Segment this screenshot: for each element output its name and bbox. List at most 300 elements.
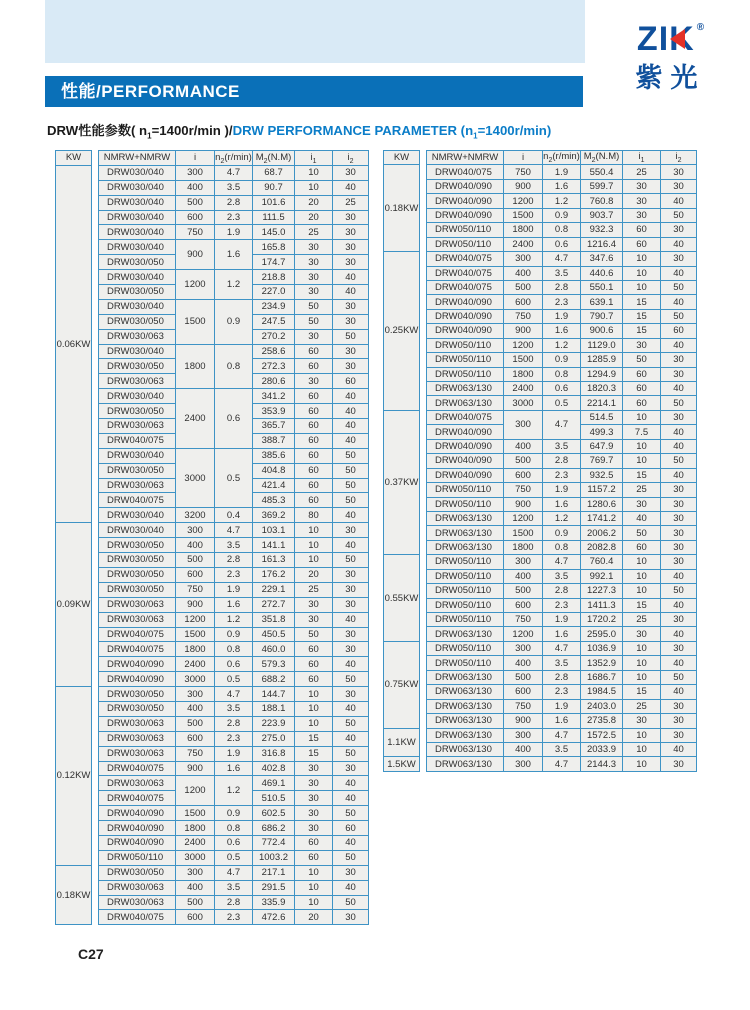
cell-i1: 50: [295, 627, 333, 642]
table-row: [384, 641, 697, 655]
cell-model: DRW030/063: [99, 612, 176, 627]
cell-torque-m2: 932.3: [581, 223, 623, 237]
cell-i1: 30: [295, 821, 333, 836]
cell-ratio-i: 3000: [176, 672, 215, 687]
cell-i1: 10: [623, 670, 661, 684]
cell-i1: 15: [623, 295, 661, 309]
cell-i1: 10: [623, 410, 661, 424]
cell-torque-m2: 144.7: [253, 687, 295, 702]
table-row: [56, 612, 369, 627]
cell-i2: 60: [661, 324, 697, 338]
table-row: [384, 353, 697, 367]
cell-i1: 60: [623, 382, 661, 396]
page-number: C27: [78, 946, 104, 962]
cell-model: DRW030/063: [99, 895, 176, 910]
cell-torque-m2: 2006.2: [581, 526, 623, 540]
cell-torque-m2: 1686.7: [581, 670, 623, 684]
cell-torque-m2: 316.8: [253, 746, 295, 761]
cell-i1: 60: [295, 344, 333, 359]
table-row: [384, 627, 697, 641]
cell-i1: 10: [623, 656, 661, 670]
cell-ratio-i: 1800: [504, 367, 543, 381]
cell-model: DRW030/040: [99, 299, 176, 314]
column-header: NMRW+NMRW: [99, 151, 176, 166]
cell-speed-n2: 0.5: [215, 850, 253, 865]
cell-ratio-i: 400: [176, 880, 215, 895]
cell-i1: 10: [295, 523, 333, 538]
cell-model: DRW040/090: [427, 324, 504, 338]
cell-ratio-i: 400: [176, 701, 215, 716]
cell-i2: 50: [661, 584, 697, 598]
section-header-bar: [45, 76, 583, 107]
column-header: i: [176, 151, 215, 166]
cell-ratio-i: 750: [176, 582, 215, 597]
cell-ratio-i: 300: [176, 687, 215, 702]
cell-torque-m2: 90.7: [253, 180, 295, 195]
cell-torque-m2: 188.1: [253, 701, 295, 716]
cell-speed-n2: 2.3: [215, 210, 253, 225]
cell-i1: 30: [623, 627, 661, 641]
cell-speed-n2: 1.9: [543, 483, 581, 497]
cell-torque-m2: 258.6: [253, 344, 295, 359]
kw-cell: 0.55KW: [384, 555, 420, 642]
cell-i1: 60: [295, 642, 333, 657]
cell-speed-n2: 4.7: [215, 523, 253, 538]
column-header: $n_2(r/\min)$: [543, 151, 580, 165]
cell-i2: 30: [661, 699, 697, 713]
cell-torque-m2: 234.9: [253, 299, 295, 314]
cell-i2: 30: [333, 761, 369, 776]
cell-i1: 10: [295, 553, 333, 568]
cell-speed-n2: 2.3: [543, 685, 581, 699]
column-header: i: [504, 151, 543, 165]
cell-torque-m2: 932.5: [581, 468, 623, 482]
cell-torque-m2: 369.2: [253, 508, 295, 523]
cell-model: DRW030/063: [99, 329, 176, 344]
table-row: [384, 497, 697, 511]
cell-torque-m2: 111.5: [253, 210, 295, 225]
cell-speed-n2: 3.5: [215, 538, 253, 553]
cell-i1: 10: [623, 641, 661, 655]
cell-model: DRW030/063: [99, 716, 176, 731]
table-row: [384, 338, 697, 352]
cell-speed-n2: 1.9: [543, 165, 581, 179]
cell-i2: 30: [661, 555, 697, 569]
cell-ratio-i: 400: [504, 656, 543, 670]
cell-i1: 60: [623, 237, 661, 251]
cell-model: DRW063/130: [427, 670, 504, 684]
cell-speed-n2: 3.5: [215, 701, 253, 716]
cell-model: DRW030/050: [99, 538, 176, 553]
cell-model: DRW030/040: [99, 523, 176, 538]
cell-speed-n2: 2.3: [215, 910, 253, 925]
cell-model: DRW040/090: [427, 454, 504, 468]
cell-ratio-i: 1800: [176, 344, 215, 389]
cell-ratio-i: 500: [176, 195, 215, 210]
cell-torque-m2: 1820.3: [581, 382, 623, 396]
cell-i2: 30: [661, 367, 697, 381]
cell-i2: 60: [333, 821, 369, 836]
cell-torque-m2: 686.2: [253, 821, 295, 836]
cell-torque-m2: 335.9: [253, 895, 295, 910]
left-table: [55, 150, 369, 925]
column-header: $M_2(N.M)$: [581, 151, 623, 165]
cell-torque-m2: 772.4: [253, 835, 295, 850]
cell-i2: 30: [333, 240, 369, 255]
cell-i1: 10: [623, 584, 661, 598]
kw-cell: 0.18KW: [384, 165, 420, 252]
cell-torque-m2: 275.0: [253, 731, 295, 746]
column-header: $i_2$: [333, 151, 369, 166]
table-row: [384, 714, 697, 728]
cell-i1: 15: [295, 746, 333, 761]
cell-torque-m2: 217.1: [253, 865, 295, 880]
cell-model: DRW030/063: [99, 597, 176, 612]
cell-i1: 30: [295, 285, 333, 300]
cell-i2: 50: [333, 716, 369, 731]
cell-model: DRW040/075: [427, 266, 504, 280]
cell-ratio-i: 400: [176, 538, 215, 553]
cell-ratio-i: 900: [176, 761, 215, 776]
cell-torque-m2: 103.1: [253, 523, 295, 538]
cell-i2: 30: [661, 179, 697, 193]
column-header: $i_2$: [661, 151, 697, 165]
cell-ratio-i: 1800: [176, 642, 215, 657]
cell-speed-n2: 0.8: [543, 223, 581, 237]
cell-speed-n2: 0.8: [215, 642, 253, 657]
table-row: [56, 210, 369, 225]
table-row: [384, 526, 697, 540]
cell-speed-n2: 0.9: [215, 299, 253, 344]
cell-i1: 30: [623, 497, 661, 511]
cell-i1: 30: [295, 329, 333, 344]
cell-ratio-i: 400: [176, 180, 215, 195]
column-header: $M_2(N.M)$: [253, 151, 295, 166]
cell-i1: 50: [623, 353, 661, 367]
cell-i1: 60: [295, 433, 333, 448]
table-row: [56, 240, 369, 255]
cell-torque-m2: 388.7: [253, 433, 295, 448]
cell-model: DRW040/090: [427, 425, 504, 439]
cell-ratio-i: 600: [176, 210, 215, 225]
cell-i1: 10: [623, 555, 661, 569]
table-row: [56, 195, 369, 210]
cell-model: DRW030/050: [99, 553, 176, 568]
cell-i2: 50: [333, 493, 369, 508]
cell-i1: 50: [295, 299, 333, 314]
cell-speed-n2: 0.4: [215, 508, 253, 523]
cell-speed-n2: 2.8: [543, 454, 581, 468]
cell-ratio-i: 900: [176, 240, 215, 270]
cell-speed-n2: 2.8: [543, 670, 581, 684]
cell-torque-m2: 385.6: [253, 448, 295, 463]
cell-ratio-i: 2400: [176, 835, 215, 850]
cell-speed-n2: 1.6: [215, 761, 253, 776]
cell-model: DRW063/130: [427, 382, 504, 396]
cell-i2: 40: [333, 835, 369, 850]
cell-i2: 30: [333, 344, 369, 359]
cell-speed-n2: 1.9: [215, 225, 253, 240]
cell-speed-n2: 2.8: [215, 895, 253, 910]
cell-i2: 30: [333, 627, 369, 642]
cell-speed-n2: 3.5: [543, 742, 581, 756]
cell-torque-m2: 769.7: [581, 454, 623, 468]
cell-i1: 30: [623, 208, 661, 222]
table-row: [384, 295, 697, 309]
table-row: [384, 208, 697, 222]
cell-i1: 10: [295, 701, 333, 716]
cell-i2: 30: [661, 511, 697, 525]
cell-ratio-i: 300: [504, 728, 543, 742]
cell-ratio-i: 1800: [504, 540, 543, 554]
right-table: [383, 150, 697, 772]
table-row: [384, 252, 697, 266]
cell-speed-n2: 0.6: [543, 237, 581, 251]
cell-model: DRW040/075: [427, 165, 504, 179]
cell-speed-n2: 4.7: [543, 555, 581, 569]
table-row: [384, 685, 697, 699]
cell-i2: 30: [661, 483, 697, 497]
cell-i2: 30: [333, 597, 369, 612]
cell-model: DRW050/110: [427, 338, 504, 352]
cell-i1: 10: [295, 538, 333, 553]
cell-torque-m2: 291.5: [253, 880, 295, 895]
column-header: KW: [384, 151, 420, 165]
cell-i2: 40: [333, 657, 369, 672]
header-lightblue-panel: [45, 0, 585, 63]
cell-i1: 60: [295, 493, 333, 508]
cell-i2: 50: [661, 396, 697, 410]
table-row: [384, 367, 697, 381]
cell-torque-m2: 1285.9: [581, 353, 623, 367]
cell-i2: 40: [661, 194, 697, 208]
cell-i2: 30: [333, 299, 369, 314]
cell-model: DRW030/040: [99, 240, 176, 255]
cell-i1: 20: [295, 910, 333, 925]
cell-ratio-i: 1200: [176, 270, 215, 300]
table-row: [56, 806, 369, 821]
table-row: [56, 850, 369, 865]
cell-speed-n2: 0.5: [215, 448, 253, 508]
cell-ratio-i: 750: [504, 165, 543, 179]
table-row: [56, 344, 369, 359]
cell-model: DRW040/090: [427, 194, 504, 208]
cell-speed-n2: 1.6: [543, 497, 581, 511]
cell-ratio-i: 750: [504, 613, 543, 627]
table-row: [384, 165, 697, 179]
cell-model: DRW030/063: [99, 478, 176, 493]
cell-model: DRW030/040: [99, 165, 176, 180]
section-header-label: 性能/PERFORMANCE: [61, 82, 240, 101]
table-row: [56, 687, 369, 702]
cell-i2: 30: [333, 910, 369, 925]
cell-ratio-i: 1200: [504, 194, 543, 208]
table-row: [384, 396, 697, 410]
page-title: DRW性能参数( $n_1=1400r/\min$ )/DRW PERFORMANCE PARAMETER $(n_1=1400r/\min)$: [47, 123, 552, 141]
cell-speed-n2: 1.6: [215, 597, 253, 612]
cell-speed-n2: 1.6: [543, 324, 581, 338]
cell-ratio-i: 900: [504, 497, 543, 511]
cell-ratio-i: 750: [504, 483, 543, 497]
brand-logo: [608, 22, 733, 95]
cell-ratio-i: 2400: [504, 382, 543, 396]
cell-ratio-i: 600: [176, 731, 215, 746]
cell-model: DRW030/040: [99, 225, 176, 240]
table-row: [56, 165, 369, 180]
cell-i1: 10: [623, 757, 661, 771]
cell-i1: 15: [623, 685, 661, 699]
table-row: [56, 835, 369, 850]
cell-speed-n2: 3.5: [543, 266, 581, 280]
cell-i1: 60: [295, 657, 333, 672]
cell-i2: 50: [333, 553, 369, 568]
cell-i1: 60: [295, 463, 333, 478]
cell-i1: 25: [295, 582, 333, 597]
table-row: [384, 223, 697, 237]
cell-model: DRW030/040: [99, 210, 176, 225]
cell-i1: 10: [623, 266, 661, 280]
cell-i2: 30: [333, 642, 369, 657]
cell-speed-n2: 0.6: [215, 835, 253, 850]
cell-torque-m2: 647.9: [581, 439, 623, 453]
kw-column-gap: [92, 151, 99, 925]
cell-i1: 20: [295, 567, 333, 582]
table-row: [56, 225, 369, 240]
table-row: [384, 742, 697, 756]
cell-speed-n2: 1.2: [543, 194, 581, 208]
cell-ratio-i: 400: [504, 439, 543, 453]
cell-i1: 50: [623, 526, 661, 540]
cell-ratio-i: 300: [504, 555, 543, 569]
cell-i2: 40: [333, 433, 369, 448]
cell-model: DRW063/130: [427, 714, 504, 728]
cell-speed-n2: 0.9: [215, 806, 253, 821]
cell-ratio-i: 1500: [176, 299, 215, 344]
cell-model: DRW063/130: [427, 627, 504, 641]
cell-i1: 30: [295, 612, 333, 627]
cell-model: DRW050/110: [99, 850, 176, 865]
cell-torque-m2: 2595.0: [581, 627, 623, 641]
table-row: [384, 598, 697, 612]
cell-i1: 10: [295, 880, 333, 895]
cell-i1: 10: [623, 439, 661, 453]
cell-i2: 40: [661, 627, 697, 641]
cell-torque-m2: 353.9: [253, 404, 295, 419]
cell-model: DRW030/050: [99, 404, 176, 419]
cell-i1: 15: [623, 309, 661, 323]
cell-torque-m2: 145.0: [253, 225, 295, 240]
cell-ratio-i: 600: [504, 598, 543, 612]
cell-i2: 40: [333, 508, 369, 523]
cell-torque-m2: 2214.1: [581, 396, 623, 410]
table-row: [56, 701, 369, 716]
table-row: [56, 821, 369, 836]
cell-ratio-i: 500: [504, 280, 543, 294]
kw-cell: 0.75KW: [384, 641, 420, 728]
cell-i2: 40: [333, 180, 369, 195]
cell-model: DRW030/050: [99, 582, 176, 597]
cell-model: DRW040/075: [99, 493, 176, 508]
cell-i2: 50: [333, 463, 369, 478]
kw-cell: 0.09KW: [56, 523, 92, 687]
table-row: [384, 699, 697, 713]
cell-i2: 30: [661, 223, 697, 237]
table-row: [56, 746, 369, 761]
cell-i1: 30: [623, 714, 661, 728]
cell-speed-n2: 0.6: [543, 382, 581, 396]
cell-i1: 10: [623, 569, 661, 583]
cell-ratio-i: 600: [504, 468, 543, 482]
table-row: [384, 410, 697, 424]
cell-i1: 60: [623, 396, 661, 410]
cell-torque-m2: 1227.3: [581, 584, 623, 598]
cell-torque-m2: 2403.0: [581, 699, 623, 713]
cell-model: DRW040/075: [99, 433, 176, 448]
cell-model: DRW040/090: [427, 309, 504, 323]
cell-ratio-i: 900: [176, 597, 215, 612]
table-row: [56, 567, 369, 582]
cell-ratio-i: 1500: [504, 353, 543, 367]
cell-i2: 40: [661, 439, 697, 453]
cell-i1: 30: [295, 806, 333, 821]
kw-cell: 0.12KW: [56, 687, 92, 866]
table-row: [384, 266, 697, 280]
cell-ratio-i: 600: [176, 567, 215, 582]
cell-model: DRW050/110: [427, 223, 504, 237]
cell-model: DRW040/090: [427, 179, 504, 193]
cell-i1: 30: [295, 761, 333, 776]
cell-torque-m2: 229.1: [253, 582, 295, 597]
cell-model: DRW040/075: [99, 627, 176, 642]
table-row: [56, 582, 369, 597]
cell-torque-m2: 469.1: [253, 776, 295, 791]
cell-ratio-i: 1800: [176, 821, 215, 836]
cell-speed-n2: 0.5: [543, 396, 581, 410]
cell-speed-n2: 1.6: [543, 627, 581, 641]
cell-torque-m2: 341.2: [253, 389, 295, 404]
cell-torque-m2: 176.2: [253, 567, 295, 582]
cell-i2: 30: [661, 165, 697, 179]
table-row: [384, 757, 697, 771]
cell-model: DRW030/040: [99, 195, 176, 210]
cell-i1: 60: [295, 672, 333, 687]
cell-torque-m2: 270.2: [253, 329, 295, 344]
cell-speed-n2: 2.8: [543, 584, 581, 598]
cell-model: DRW030/040: [99, 270, 176, 285]
table-row: [56, 642, 369, 657]
cell-model: DRW040/090: [99, 821, 176, 836]
cell-ratio-i: 750: [504, 699, 543, 713]
cell-model: DRW040/075: [427, 410, 504, 424]
table-row: [56, 672, 369, 687]
cell-torque-m2: 1720.2: [581, 613, 623, 627]
cell-i2: 30: [333, 567, 369, 582]
registered-mark-icon: ®: [696, 22, 705, 33]
cell-torque-m2: 460.0: [253, 642, 295, 657]
cell-ratio-i: 500: [504, 454, 543, 468]
cell-i1: 30: [295, 270, 333, 285]
cell-speed-n2: 0.8: [215, 344, 253, 389]
cell-torque-m2: 1036.9: [581, 641, 623, 655]
cell-speed-n2: 1.2: [215, 270, 253, 300]
table-row: [56, 597, 369, 612]
cell-i1: 25: [623, 613, 661, 627]
cell-torque-m2: 550.1: [581, 280, 623, 294]
cell-i2: 30: [333, 210, 369, 225]
cell-model: DRW030/040: [99, 344, 176, 359]
cell-i2: 40: [661, 468, 697, 482]
cell-model: DRW063/130: [427, 526, 504, 540]
